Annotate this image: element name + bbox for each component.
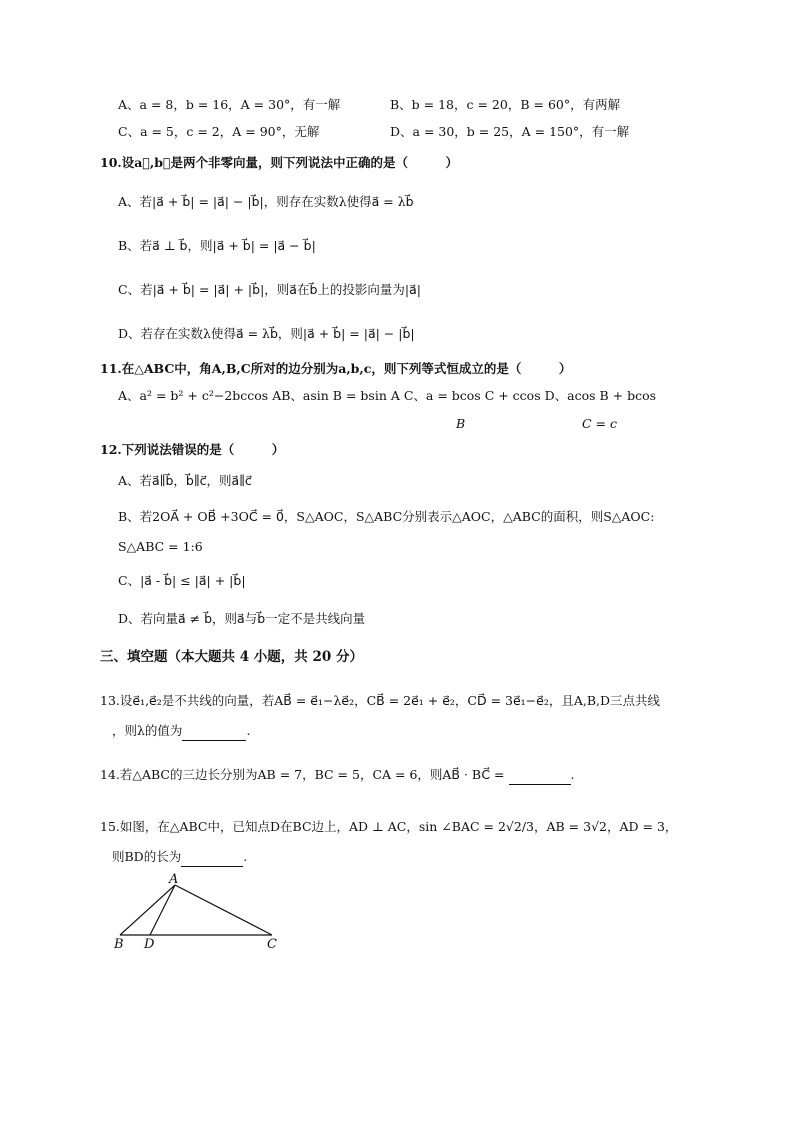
q14-end: . [570,767,575,782]
q13-line1: 13.设e⃗₁,e⃗₂是不共线的向量，若AB⃗ = e⃗₁−λe⃗₂，CB⃗ = 2e⃗₁ + e⃗₂，CD⃗ = 3e⃗₁−e⃗₂，且A,B,D三点共线 [100,693,661,708]
q10-stem: 10.设a⃗,b⃗是两个非零向量，则下列说法中正确的是（ ） [100,155,458,170]
segment-ad [150,885,175,935]
q15-line2 [112,848,247,867]
q10-option-d: D、若存在实数λ使得a⃗ = λb⃗，则|a⃗ + b⃗| = |a⃗| − |b⃗| [118,326,415,341]
q12-option-b-continued: S△ABC = 1:6 [118,539,203,554]
q9-option-c: C、a = 5，c = 2，A = 90°，无解 [118,124,320,139]
q9-option-b: B、b = 18，c = 20，B = 60°，有两解 [390,97,621,112]
q13-end: . [246,723,251,738]
q14-line1 [100,766,575,785]
q9-option-d: D、a = 30，b = 25，A = 150°，有一解 [390,124,630,139]
q11-stem: 11.在△ABC中，角A,B,C所对的边分别为a,b,c，则下列等式恒成立的是（ ） [100,361,572,376]
section-heading: 三、填空题（本大题共 4 小题，共 20 分） [100,649,363,665]
label-b: B [114,937,124,952]
q12-option-a: A、若a⃗∥b⃗，b⃗∥c⃗，则a⃗∥c⃗ [118,473,252,488]
q12-option-c: C、|a⃗ - b⃗| ≤ |a⃗| + |b⃗| [118,573,246,588]
q12-option-d: D、若向量a⃗ ≠ b⃗，则a⃗与b⃗一定不是共线向量 [118,611,366,626]
label-d: D [144,937,155,952]
q10-option-a: A、若|a⃗ + b⃗| = |a⃗| − |b⃗|，则存在实数λ使得a⃗ = λb⃗ [118,194,414,209]
q11-wrap-b: B [456,416,466,431]
q11-wrap-c: C = c [582,416,617,431]
side-ac [175,885,272,935]
label-c: C [267,937,277,952]
q9-option-a: A、a = 8，b = 16，A = 30°，有一解 [118,97,341,112]
q13-line2-text: ，则λ的值为 [112,723,183,738]
q15-line1: 15.如图，在△ABC中，已知点D在BC边上，AD ⊥ AC，sin ∠BAC = 2√2/3，AB = 3√2，AD = 3， [100,819,678,834]
label-a: A [169,872,179,887]
q12-stem: 12.下列说法错误的是（ ） [100,442,285,457]
q14-text: 14.若△ABC的三边长分别为AB = 7，BC = 5，CA = 6，则AB⃗ · BC⃗ = [100,767,505,782]
q15-line2-text: 则BD的长为 [112,849,182,864]
q12-option-b: B、若2OA⃗ + OB⃗ +3OC⃗ = 0⃗，S△AOC，S△ABC分别表示△AOC，△ABC的面积，则S△AOC: [118,509,655,524]
q13-answer-blank [182,722,246,741]
q10-option-b: B、若a⃗ ⊥ b⃗，则|a⃗ + b⃗| = |a⃗ − b⃗| [118,238,316,253]
side-ab [120,885,175,935]
triangle-figure [100,868,300,958]
q10-option-c: C、若|a⃗ + b⃗| = |a⃗| + |b⃗|，则a⃗在b⃗上的投影向量为|a⃗| [118,282,421,297]
q13-line2 [112,722,250,741]
q11-options: A、a² = b² + c²−2bccos AB、asin B = bsin A C、a = bcos C + ccos D、acos B + bcos [118,388,657,403]
q14-answer-blank [509,766,571,785]
q15-answer-blank [181,848,243,867]
q15-end: . [243,849,248,864]
